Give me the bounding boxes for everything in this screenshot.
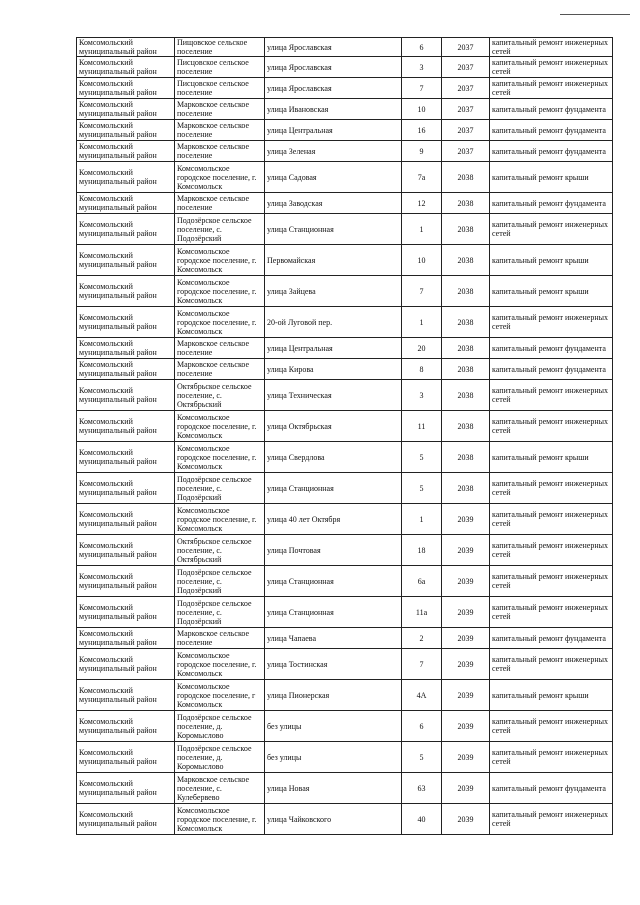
district-cell: Комсомольский муниципальный район xyxy=(77,307,175,338)
settlement-cell: Комсомольское городское поселение, г. Комсомольск xyxy=(175,804,265,835)
house-number-cell: 20 xyxy=(402,338,442,359)
district-cell: Комсомольский муниципальный район xyxy=(77,245,175,276)
street-cell: улица Станционная xyxy=(265,214,402,245)
house-number-cell: 4А xyxy=(402,680,442,711)
settlement-cell: Комсомольское городское поселение, г. Комсомольск xyxy=(175,442,265,473)
work-type-cell: капитальный ремонт крыши xyxy=(490,162,613,193)
house-number-cell: 2 xyxy=(402,628,442,649)
district-cell: Комсомольский муниципальный район xyxy=(77,711,175,742)
year-cell: 2037 xyxy=(442,38,490,57)
settlement-cell: Марковское сельское поселение xyxy=(175,359,265,380)
settlement-cell: Комсомольское городское поселение, г. Комсомольск xyxy=(175,162,265,193)
year-cell: 2038 xyxy=(442,162,490,193)
work-type-cell: капитальный ремонт инженерных сетей xyxy=(490,649,613,680)
district-cell: Комсомольский муниципальный район xyxy=(77,380,175,411)
house-number-cell: 7 xyxy=(402,276,442,307)
district-cell: Комсомольский муниципальный район xyxy=(77,57,175,78)
settlement-cell: Комсомольское городское поселение, г Комсомольск xyxy=(175,680,265,711)
district-cell: Комсомольский муниципальный район xyxy=(77,78,175,99)
settlement-cell: Марковское сельское поселение xyxy=(175,628,265,649)
table-row xyxy=(77,162,613,193)
street-cell: без улицы xyxy=(265,711,402,742)
year-cell: 2038 xyxy=(442,276,490,307)
district-cell: Комсомольский муниципальный район xyxy=(77,99,175,120)
table-row xyxy=(77,597,613,628)
work-type-cell: капитальный ремонт инженерных сетей xyxy=(490,711,613,742)
street-cell: Первомайская xyxy=(265,245,402,276)
house-number-cell: 5 xyxy=(402,473,442,504)
settlement-cell: Подозёрское сельское поселение, с. Подозёрский xyxy=(175,597,265,628)
housing-repair-table xyxy=(76,37,613,835)
street-cell: улица Чайковского xyxy=(265,804,402,835)
table-row xyxy=(77,276,613,307)
work-type-cell: капитальный ремонт инженерных сетей xyxy=(490,473,613,504)
table-row xyxy=(77,742,613,773)
year-cell: 2038 xyxy=(442,473,490,504)
district-cell: Комсомольский муниципальный район xyxy=(77,442,175,473)
work-type-cell: капитальный ремонт инженерных сетей xyxy=(490,78,613,99)
house-number-cell: 63 xyxy=(402,773,442,804)
table-row xyxy=(77,120,613,141)
settlement-cell: Марковское сельское поселение xyxy=(175,120,265,141)
table-row xyxy=(77,380,613,411)
house-number-cell: 7а xyxy=(402,162,442,193)
year-cell: 2038 xyxy=(442,411,490,442)
house-number-cell: 10 xyxy=(402,99,442,120)
house-number-cell: 6 xyxy=(402,711,442,742)
work-type-cell: капитальный ремонт крыши xyxy=(490,680,613,711)
street-cell: улица Ивановская xyxy=(265,99,402,120)
work-type-cell: капитальный ремонт инженерных сетей xyxy=(490,380,613,411)
year-cell: 2038 xyxy=(442,359,490,380)
house-number-cell: 5 xyxy=(402,742,442,773)
table-row xyxy=(77,680,613,711)
work-type-cell: капитальный ремонт фундамента xyxy=(490,628,613,649)
table-row xyxy=(77,628,613,649)
settlement-cell: Марковское сельское поселение xyxy=(175,99,265,120)
table-row xyxy=(77,141,613,162)
house-number-cell: 3 xyxy=(402,57,442,78)
work-type-cell: капитальный ремонт инженерных сетей xyxy=(490,57,613,78)
district-cell: Комсомольский муниципальный район xyxy=(77,804,175,835)
work-type-cell: капитальный ремонт фундамента xyxy=(490,773,613,804)
street-cell: 20-ой Луговой пер. xyxy=(265,307,402,338)
table-row xyxy=(77,711,613,742)
street-cell: улица 40 лет Октября xyxy=(265,504,402,535)
street-cell: улица Кирова xyxy=(265,359,402,380)
district-cell: Комсомольский муниципальный район xyxy=(77,38,175,57)
street-cell: улица Ярославская xyxy=(265,57,402,78)
street-cell: улица Зайцева xyxy=(265,276,402,307)
house-number-cell: 7 xyxy=(402,649,442,680)
district-cell: Комсомольский муниципальный район xyxy=(77,535,175,566)
year-cell: 2037 xyxy=(442,141,490,162)
work-type-cell: капитальный ремонт инженерных сетей xyxy=(490,38,613,57)
table-row xyxy=(77,473,613,504)
settlement-cell: Комсомольское городское поселение, г. Комсомольск xyxy=(175,245,265,276)
street-cell: улица Чапаева xyxy=(265,628,402,649)
table-row xyxy=(77,504,613,535)
settlement-cell: Комсомольское городское поселение, г. Комсомольск xyxy=(175,307,265,338)
district-cell: Комсомольский муниципальный район xyxy=(77,628,175,649)
year-cell: 2037 xyxy=(442,120,490,141)
district-cell: Комсомольский муниципальный район xyxy=(77,141,175,162)
district-cell: Комсомольский муниципальный район xyxy=(77,359,175,380)
table-row xyxy=(77,566,613,597)
year-cell: 2038 xyxy=(442,245,490,276)
street-cell: улица Ярославская xyxy=(265,78,402,99)
street-cell: улица Пионерская xyxy=(265,680,402,711)
table-row xyxy=(77,57,613,78)
work-type-cell: капитальный ремонт фундамента xyxy=(490,120,613,141)
street-cell: улица Почтовая xyxy=(265,535,402,566)
work-type-cell: капитальный ремонт инженерных сетей xyxy=(490,307,613,338)
street-cell: улица Ярославская xyxy=(265,38,402,57)
settlement-cell: Подозёрское сельское поселение, с. Подозёрский xyxy=(175,214,265,245)
work-type-cell: капитальный ремонт фундамента xyxy=(490,99,613,120)
table-row xyxy=(77,535,613,566)
year-cell: 2039 xyxy=(442,680,490,711)
year-cell: 2039 xyxy=(442,711,490,742)
settlement-cell: Подозёрское сельское поселение, д. Коромыслово xyxy=(175,711,265,742)
work-type-cell: капитальный ремонт инженерных сетей xyxy=(490,804,613,835)
year-cell: 2039 xyxy=(442,804,490,835)
street-cell: улица Станционная xyxy=(265,473,402,504)
house-number-cell: 12 xyxy=(402,193,442,214)
table-row xyxy=(77,193,613,214)
district-cell: Комсомольский муниципальный район xyxy=(77,193,175,214)
work-type-cell: капитальный ремонт фундамента xyxy=(490,193,613,214)
house-number-cell: 18 xyxy=(402,535,442,566)
work-type-cell: капитальный ремонт крыши xyxy=(490,276,613,307)
district-cell: Комсомольский муниципальный район xyxy=(77,773,175,804)
street-cell: улица Центральная xyxy=(265,338,402,359)
house-number-cell: 5 xyxy=(402,442,442,473)
district-cell: Комсомольский муниципальный район xyxy=(77,338,175,359)
street-cell: без улицы xyxy=(265,742,402,773)
street-cell: улица Техническая xyxy=(265,380,402,411)
work-type-cell: капитальный ремонт инженерных сетей xyxy=(490,566,613,597)
settlement-cell: Подозёрское сельское поселение, с. Подозёрский xyxy=(175,566,265,597)
district-cell: Комсомольский муниципальный район xyxy=(77,597,175,628)
settlement-cell: Марковское сельское поселение xyxy=(175,141,265,162)
house-number-cell: 8 xyxy=(402,359,442,380)
year-cell: 2039 xyxy=(442,597,490,628)
settlement-cell: Октябрьское сельское поселение, с. Октябрьский xyxy=(175,380,265,411)
street-cell: улица Новая xyxy=(265,773,402,804)
table-row xyxy=(77,245,613,276)
settlement-cell: Марковское сельское поселение xyxy=(175,338,265,359)
table-row xyxy=(77,649,613,680)
district-cell: Комсомольский муниципальный район xyxy=(77,276,175,307)
settlement-cell: Октябрьское сельское поселение, с. Октябрьский xyxy=(175,535,265,566)
table-row xyxy=(77,78,613,99)
year-cell: 2038 xyxy=(442,380,490,411)
year-cell: 2038 xyxy=(442,338,490,359)
table-row xyxy=(77,214,613,245)
year-cell: 2038 xyxy=(442,214,490,245)
settlement-cell: Подозёрское сельское поселение, д. Коромыслово xyxy=(175,742,265,773)
settlement-cell: Марковское сельское поселение xyxy=(175,193,265,214)
house-number-cell: 1 xyxy=(402,214,442,245)
settlement-cell: Комсомольское городское поселение, г. Комсомольск xyxy=(175,411,265,442)
scan-edge-line xyxy=(560,14,630,15)
settlement-cell: Комсомольское городское поселение, г. Комсомольск xyxy=(175,276,265,307)
district-cell: Комсомольский муниципальный район xyxy=(77,214,175,245)
house-number-cell: 7 xyxy=(402,78,442,99)
table-row xyxy=(77,359,613,380)
work-type-cell: капитальный ремонт инженерных сетей xyxy=(490,742,613,773)
house-number-cell: 6 xyxy=(402,38,442,57)
work-type-cell: капитальный ремонт инженерных сетей xyxy=(490,411,613,442)
street-cell: улица Станционная xyxy=(265,566,402,597)
year-cell: 2039 xyxy=(442,566,490,597)
district-cell: Комсомольский муниципальный район xyxy=(77,566,175,597)
district-cell: Комсомольский муниципальный район xyxy=(77,162,175,193)
settlement-cell: Писцовское сельское поселение xyxy=(175,57,265,78)
year-cell: 2038 xyxy=(442,307,490,338)
year-cell: 2038 xyxy=(442,193,490,214)
work-type-cell: капитальный ремонт фундамента xyxy=(490,338,613,359)
work-type-cell: капитальный ремонт инженерных сетей xyxy=(490,597,613,628)
year-cell: 2038 xyxy=(442,442,490,473)
district-cell: Комсомольский муниципальный район xyxy=(77,742,175,773)
table-row xyxy=(77,411,613,442)
street-cell: улица Зеленая xyxy=(265,141,402,162)
settlement-cell: Комсомольское городское поселение, г. Комсомольск xyxy=(175,504,265,535)
house-number-cell: 1 xyxy=(402,307,442,338)
settlement-cell: Писцовское сельское поселение xyxy=(175,78,265,99)
house-number-cell: 9 xyxy=(402,141,442,162)
work-type-cell: капитальный ремонт фундамента xyxy=(490,141,613,162)
table-row xyxy=(77,773,613,804)
year-cell: 2039 xyxy=(442,504,490,535)
street-cell: улица Тостинская xyxy=(265,649,402,680)
street-cell: улица Заводская xyxy=(265,193,402,214)
settlement-cell: Комсомольское городское поселение, г. Комсомольск xyxy=(175,649,265,680)
year-cell: 2037 xyxy=(442,99,490,120)
work-type-cell: капитальный ремонт крыши xyxy=(490,442,613,473)
year-cell: 2039 xyxy=(442,649,490,680)
settlement-cell: Пищовское сельское поселение xyxy=(175,38,265,57)
settlement-cell: Марковское сельское поселение, с. Кулебервево xyxy=(175,773,265,804)
house-number-cell: 3 xyxy=(402,380,442,411)
table-row xyxy=(77,307,613,338)
table-row xyxy=(77,38,613,57)
house-number-cell: 10 xyxy=(402,245,442,276)
table-row xyxy=(77,442,613,473)
district-cell: Комсомольский муниципальный район xyxy=(77,473,175,504)
table-row xyxy=(77,338,613,359)
settlement-cell: Подозёрское сельское поселение, с. Подозёрский xyxy=(175,473,265,504)
year-cell: 2039 xyxy=(442,742,490,773)
year-cell: 2039 xyxy=(442,535,490,566)
district-cell: Комсомольский муниципальный район xyxy=(77,504,175,535)
year-cell: 2037 xyxy=(442,78,490,99)
work-type-cell: капитальный ремонт крыши xyxy=(490,245,613,276)
street-cell: улица Октябрьская xyxy=(265,411,402,442)
house-number-cell: 40 xyxy=(402,804,442,835)
work-type-cell: капитальный ремонт инженерных сетей xyxy=(490,504,613,535)
street-cell: улица Садовая xyxy=(265,162,402,193)
street-cell: улица Свердлова xyxy=(265,442,402,473)
street-cell: улица Станционная xyxy=(265,597,402,628)
table-body xyxy=(77,38,613,835)
table-row xyxy=(77,99,613,120)
work-type-cell: капитальный ремонт фундамента xyxy=(490,359,613,380)
house-number-cell: 6а xyxy=(402,566,442,597)
year-cell: 2039 xyxy=(442,628,490,649)
street-cell: улица Центральная xyxy=(265,120,402,141)
district-cell: Комсомольский муниципальный район xyxy=(77,649,175,680)
district-cell: Комсомольский муниципальный район xyxy=(77,120,175,141)
work-type-cell: капитальный ремонт инженерных сетей xyxy=(490,214,613,245)
district-cell: Комсомольский муниципальный район xyxy=(77,680,175,711)
house-number-cell: 11 xyxy=(402,411,442,442)
house-number-cell: 11а xyxy=(402,597,442,628)
house-number-cell: 16 xyxy=(402,120,442,141)
table-row xyxy=(77,804,613,835)
year-cell: 2037 xyxy=(442,57,490,78)
year-cell: 2039 xyxy=(442,773,490,804)
district-cell: Комсомольский муниципальный район xyxy=(77,411,175,442)
house-number-cell: 1 xyxy=(402,504,442,535)
work-type-cell: капитальный ремонт инженерных сетей xyxy=(490,535,613,566)
